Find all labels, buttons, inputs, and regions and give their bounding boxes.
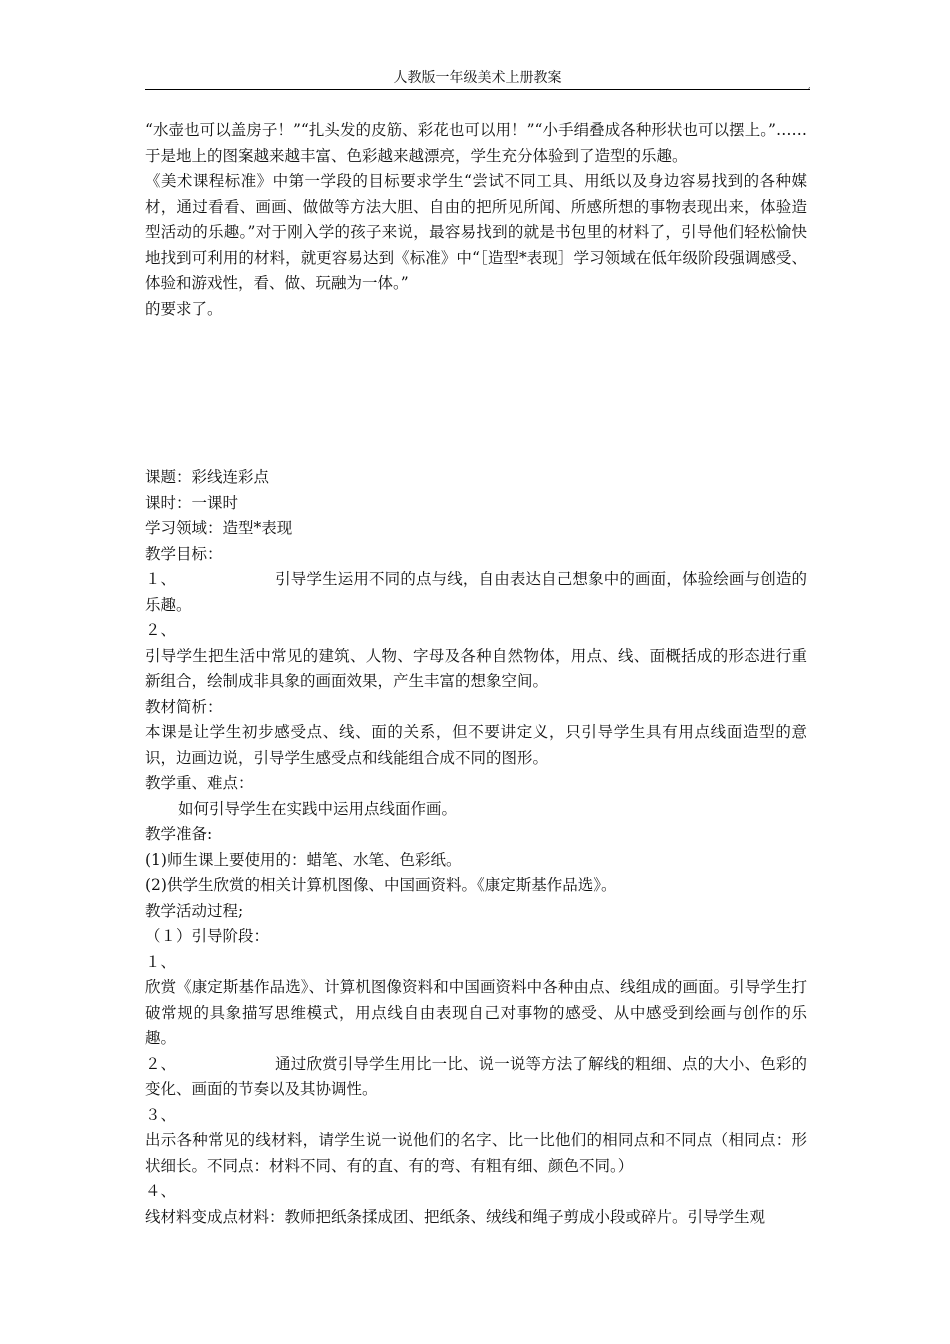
intro-paragraph-1: “水壶也可以盖房子！”“扎头发的皮筋、彩花也可以用！”“小手绢叠成各种形状也可以摆上。”……于是地上的图案越来越丰富、色彩越来越漂亮，学生充分体验到了造型的乐趣。 [145,121,807,165]
step-1-text: 欣赏《康定斯基作品选》、计算机图像资料和中国画资料中各种由点、线组成的画面。引导学生打破常规的具象描写思维模式，用点线自由表现自己对事物的感受、从中感受到绘画与创作的乐趣。 [145,978,807,1047]
prep-heading: 教学准备: [145,825,213,843]
process-heading: 教学活动过程; [145,901,244,920]
prep-item-2: (2)供学生欣赏的相关计算机图像、中国画资料。《康定斯基作品选》。 [145,876,617,894]
goal-1-text: 引导学生运用不同的点与线，自由表达自己想象中的画面，体验绘画与创造的乐趣。 [145,570,807,614]
document-body [145,118,807,1230]
intro-paragraph-2: 《美术课程标准》中第一学段的目标要求学生“尝试不同工具、用纸以及身边容易找到的各种媒材，通过看看、画画、做做等方法大胆、自由的把所见所闻、所感所想的事物表现出来，体验造型活动的乐趣。”对于刚入学的孩子来说，最容易找到的就是书包里的材料了，引导他们轻松愉快地找到可利用的材料，就更容易达到《标准》中“［造型*表现］学习领域在低年级阶段强调感受、体验和游戏性，看、做、玩融为一体。” [145,172,807,292]
step-3-text: 出示各种常见的线材料，请学生说一说他们的名字、比一比他们的相同点和不同点（相同点：形状细长。不同点：材料不同、有的直、有的弯、有粗有细、颜色不同。） [145,1131,807,1175]
analysis-heading: 教材简析： [145,697,223,716]
step-2 [145,1052,807,1103]
intro-paragraph-3: 的要求了。 [145,299,223,318]
key-points-heading: 教学重、难点： [145,774,254,792]
lesson-hours: 课时：一课时 [145,493,239,512]
lesson-topic: 课题：彩线连彩点 [145,468,270,486]
blank-space [145,322,807,465]
key-points-text: 如何引导学生在实践中运用点线面作画。 [178,799,458,818]
step-1-number: １、 [145,952,177,971]
step-2-number: ２、 [145,1054,177,1073]
goal-2-text: 引导学生把生活中常见的建筑、人物、字母及各种自然物体，用点、线、面概括成的形态进行重新组合，绘制成非具象的画面效果，产生丰富的想象空间。 [145,646,807,690]
prep-item-1: (1)师生课上要使用的：蜡笔、水笔、色彩纸。 [145,850,462,869]
goals-heading: 教学目标： [145,544,223,563]
step-3-number: ３、 [145,1105,177,1124]
goal-2-number: ２、 [145,621,177,639]
page-header: 人教版一年级美术上册教案 [393,70,562,86]
goal-1-number: １、 [145,570,177,588]
step-4-text: 线材料变成点材料：教师把纸条揉成团、把纸条、绒线和绳子剪成小段或碎片。引导学生观 [145,1207,766,1226]
stage-1-heading: （１）引导阶段： [145,927,270,945]
step-4-number: ４、 [145,1182,177,1200]
header-mark: , [808,81,811,90]
header-divider [145,89,810,90]
step-2-text: 通过欣赏引导学生用比一比、说一说等方法了解线的粗细、点的大小、色彩的变化、画面的节奏以及其协调性。 [145,1054,807,1098]
lesson-domain: 学习领域：造型*表现 [145,519,293,537]
goal-1 [145,567,807,618]
analysis-text: 本课是让学生初步感受点、线、面的关系，但不要讲定义，只引导学生具有用点线面造型的意识，边画边说，引导学生感受点和线能组合成不同的图形。 [145,723,807,767]
